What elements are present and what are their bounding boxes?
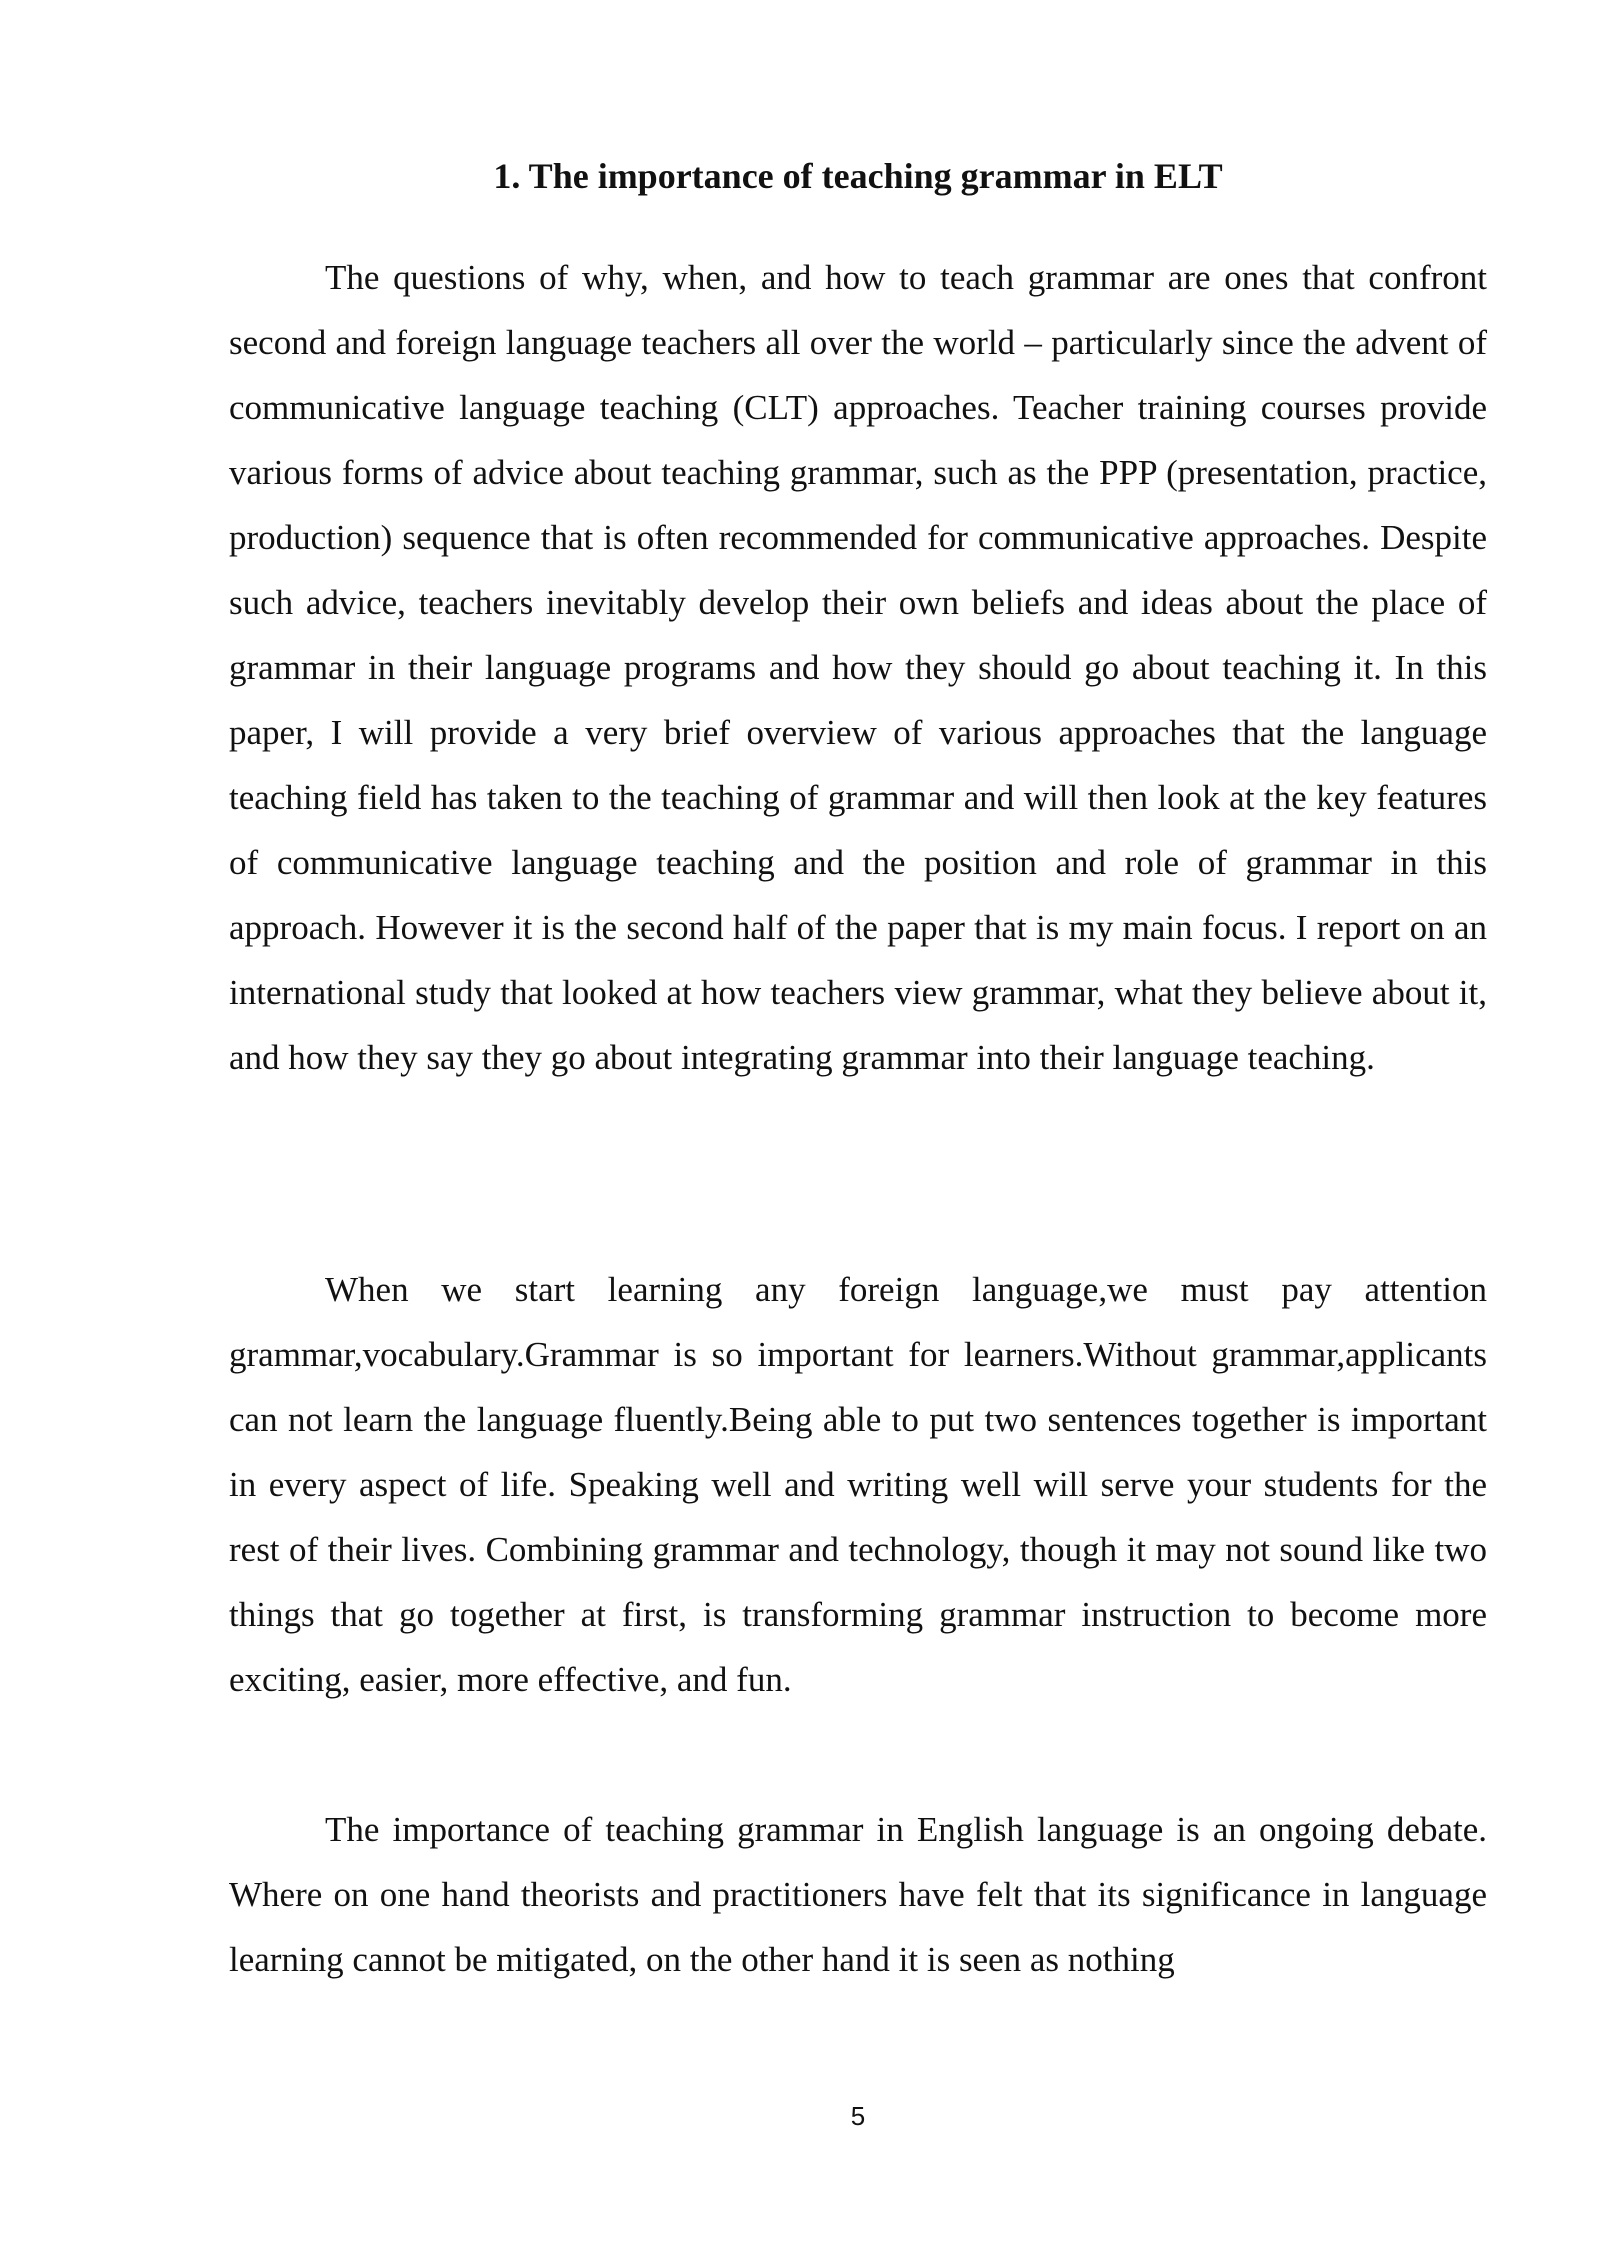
page-number: 5 xyxy=(850,2101,866,2131)
section-heading: 1. The importance of teaching grammar in ELT xyxy=(493,156,1223,196)
body-paragraph: The questions of why, when, and how to teach grammar are ones that confront second and foreign language teachers all over the world – particularly since the advent of communicative language teaching (CLT) approaches. Teacher training courses provide various forms of advice about teaching grammar, such as the PPP (presentation, practice, production) sequence that is often recommended for communicative approaches. Despite such advice, teachers inevitably develop their own beliefs and ideas about the place of grammar in their language programs and how they should go about teaching it. In this paper, I will provide a very brief overview of various approaches that the language teaching field has taken to the teaching of grammar and will then look at the key features of communicative language teaching and the position and role of grammar in this approach. However it is the second half of the paper that is my main focus. I report on an international study that looked at how teachers view grammar, what they believe about it, and how they say they go about integrating grammar into their language teaching. xyxy=(229,258,1487,1077)
body-paragraph: The importance of teaching grammar in English language is an ongoing debate. Where on one hand theorists and practitioners have felt that its significance in language learning cannot be mitigated, on the other hand it is seen as nothing xyxy=(229,1810,1487,1979)
body-paragraph: When we start learning any foreign language,we must pay attention grammar,vocabulary.Grammar is so important for learners.Without grammar,applicants can not learn the language fluently.Being able to put two sentences together is important in every aspect of life. Speaking well and writing well will serve your students for the rest of their lives. Combining grammar and technology, though it may not sound like two things that go together at first, is transforming grammar instruction to become more exciting, easier, more effective, and fun. xyxy=(229,1270,1487,1699)
